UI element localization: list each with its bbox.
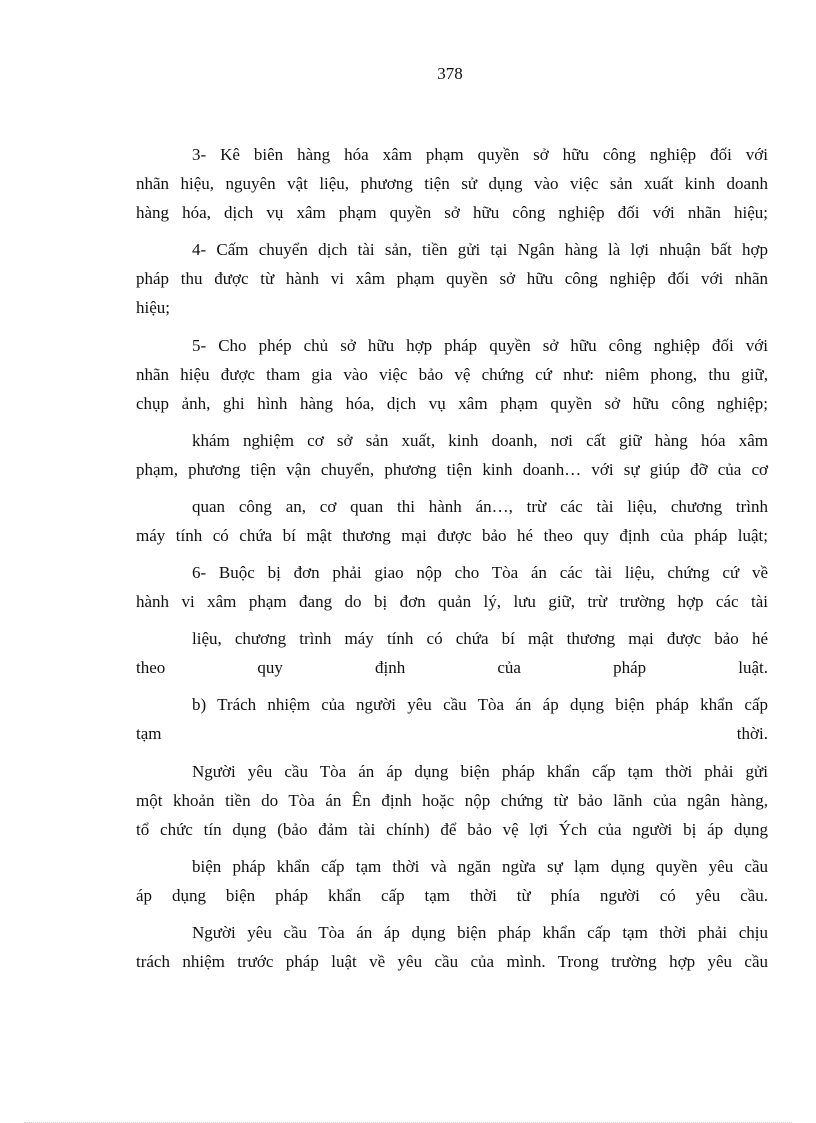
text-line: Người yêu cầu Tòa án áp dụng biện pháp khẩn cấp tạm thời phải gửi	[192, 762, 768, 781]
text-line: nhãn hiệu được tham gia vào việc bảo vệ chứng cứ như: niêm phong, thu giữ,	[136, 365, 768, 384]
text-line: 4- Cấm chuyển dịch tài sản, tiền gửi tại Ngân hàng là lợi nhuận bất hợp	[192, 240, 768, 259]
text-line: Người yêu cầu Tòa án áp dụng biện pháp khẩn cấp tạm thời phải chịu	[192, 923, 768, 942]
text-line: tạm thời.	[136, 724, 768, 743]
text-line: 3- Kê biên hàng hóa xâm phạm quyền sở hữu công nghiệp đối với	[192, 145, 768, 164]
text-line: b) Trách nhiệm của người yêu cầu Tòa án áp dụng biện pháp khẩn cấp	[192, 695, 768, 714]
text-line: quan công an, cơ quan thi hành án…, trừ các tài liệu, chương trình	[192, 497, 768, 516]
text-line: nhãn hiệu, nguyên vật liệu, phương tiện sử dụng vào việc sản xuất kinh doanh	[136, 174, 768, 193]
text-line: liệu, chương trình máy tính có chứa bí mật thương mại được bảo hé	[192, 629, 768, 648]
text-line: phạm, phương tiện vận chuyển, phương tiện kinh doanh… với sự giúp đỡ của cơ	[136, 460, 768, 479]
text-line: 5- Cho phép chủ sở hữu hợp pháp quyền sở hữu công nghiệp đối với	[192, 336, 768, 355]
text-line: hành vi xâm phạm đang do bị đơn quản lý, lưu giữ, trừ trường hợp các tài	[136, 592, 768, 611]
text-line: pháp thu được từ hành vi xâm phạm quyền sở hữu công nghiệp đối với nhãn	[136, 269, 768, 288]
text-line: hàng hóa, dịch vụ xâm phạm quyền sở hữu công nghiệp đối với nhãn hiệu;	[136, 203, 768, 222]
text-line: tổ chức tín dụng (bảo đảm tài chính) để bảo vệ lợi Ých của người bị áp dụng	[136, 820, 768, 839]
text-line: áp dụng biện pháp khẩn cấp tạm thời từ phía người có yêu cầu.	[136, 886, 768, 905]
text-line: biện pháp khẩn cấp tạm thời và ngăn ngừa sự lạm dụng quyền yêu cầu	[192, 857, 768, 876]
text-line: khám nghiệm cơ sở sản xuất, kinh doanh, nơi cất giữ hàng hóa xâm	[192, 431, 768, 450]
page-number: 378	[437, 64, 463, 83]
text-line: theo quy định của pháp luật.	[136, 658, 768, 677]
text-line: hiệu;	[136, 298, 170, 317]
text-line: chụp ảnh, ghi hình hàng hóa, dịch vụ xâm phạm quyền sở hữu công nghiệp;	[136, 394, 768, 413]
text-line: máy tính có chứa bí mật thương mại được bảo hé theo quy định của pháp luật;	[136, 526, 768, 545]
text-line: trách nhiệm trước pháp luật về yêu cầu của mình. Trong trường hợp yêu cầu	[136, 952, 768, 971]
text-line: một khoản tiền do Tòa án Ên định hoặc nộp chứng từ bảo lãnh của ngân hàng,	[136, 791, 768, 810]
text-line: 6- Buộc bị đơn phải giao nộp cho Tòa án các tài liệu, chứng cứ về	[192, 563, 768, 582]
